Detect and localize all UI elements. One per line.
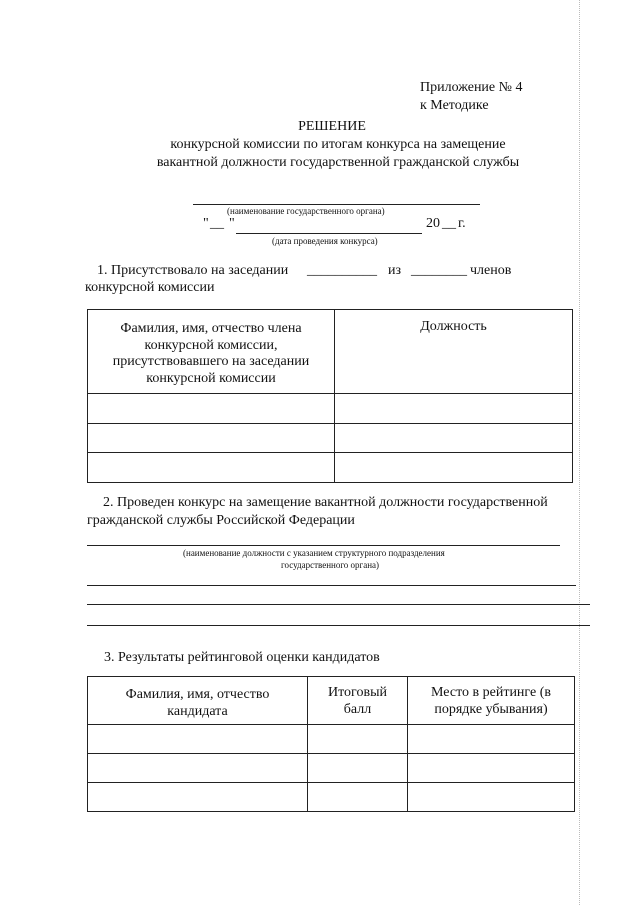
table-cell[interactable] [335,424,573,453]
section3-label: 3. Результаты рейтинговой оценки кандидатов [104,650,380,665]
table1-header-name [88,310,335,394]
table-row [88,394,573,424]
table-cell[interactable] [335,453,573,483]
position-caption-line-1: (наименование должности с указанием структурного подразделения [183,548,445,558]
table1-header-row [88,310,573,394]
table1-header-position: Должность [335,310,573,394]
table-cell[interactable] [88,394,335,424]
position-line-4 [87,625,590,626]
section1-from-word: из [388,263,402,278]
section2-line-2: гражданской службы Российской Федерации [87,513,355,528]
table-cell[interactable] [408,725,575,754]
position-caption-line-2: государственного органа) [281,560,380,570]
table2-header-name-line-2: кандидата [167,703,228,719]
table-row [88,754,575,783]
position-line-1 [87,545,560,546]
table-cell[interactable] [308,754,408,783]
table1-header-name-line-4: конкурсной комиссии [146,370,276,386]
table1-header-name-line-1: Фамилия, имя, отчество члена [120,321,302,336]
table2-header-name-line-1: Фамилия, имя, отчество [125,687,270,702]
table-cell[interactable] [88,725,308,754]
section2-line-1: 2. Проведен конкурс на замещение вакантной должности государственной [103,495,548,510]
table-cell[interactable] [88,754,308,783]
date-year-blank: __ [442,216,456,231]
section1-label: 1. Присутствовало на заседании [97,263,289,278]
candidates-rating-table [87,676,575,812]
table-cell[interactable] [88,783,308,812]
table-row [88,783,575,812]
commission-members-table [87,309,573,483]
table-cell[interactable] [408,783,575,812]
table2-header-rank-line-2: порядке убывания) [434,701,548,717]
date-day-blank: __ [210,216,224,231]
organ-caption: (наименование государственного органа) [227,206,385,216]
table1-header-name-line-2: конкурсной комиссии, [144,337,278,353]
table-cell[interactable] [335,394,573,424]
section1-blank-present: __________ [307,263,377,278]
subtitle-line-2: вакантной должности государственной гражданской службы [156,155,520,170]
organ-name-line [193,204,480,205]
table2-header-score-line-2: балл [343,701,372,717]
date-open-quote: " [203,216,209,231]
table2-header-rank [408,677,575,725]
document-title: РЕШЕНИЕ [298,119,366,134]
section1-blank-total: ________ [411,263,467,278]
table-row [88,453,573,483]
position-line-2 [87,585,576,586]
table-row [88,725,575,754]
section1-members-word: членов [470,263,512,278]
table-row [88,424,573,453]
date-month-line [236,233,422,234]
position-line-3 [87,604,590,605]
appendix-line-1: Приложение № 4 [420,80,523,95]
table2-header-name [88,677,308,725]
table1-header-name-line-3: присутствовавшего на заседании [112,354,310,369]
table-cell[interactable] [88,424,335,453]
table-cell[interactable] [408,754,575,783]
table2-header-rank-line-1: Место в рейтинге (в [431,685,551,700]
table2-header-score-line-1: Итоговый [328,685,387,700]
section1-line-2: конкурсной комиссии [85,280,215,295]
date-year-prefix: 20 [426,216,440,231]
table2-header-score [308,677,408,725]
date-caption: (дата проведения конкурса) [272,236,378,246]
scan-edge-dots [579,0,580,905]
date-close-quote: " [229,216,235,231]
table-cell[interactable] [308,783,408,812]
table-cell[interactable] [88,453,335,483]
table-cell[interactable] [308,725,408,754]
subtitle-line-1: конкурсной комиссии по итогам конкурса на замещение [170,137,506,152]
appendix-line-2: к Методике [420,98,489,113]
table2-header-row [88,677,575,725]
date-year-suffix: г. [458,216,466,231]
